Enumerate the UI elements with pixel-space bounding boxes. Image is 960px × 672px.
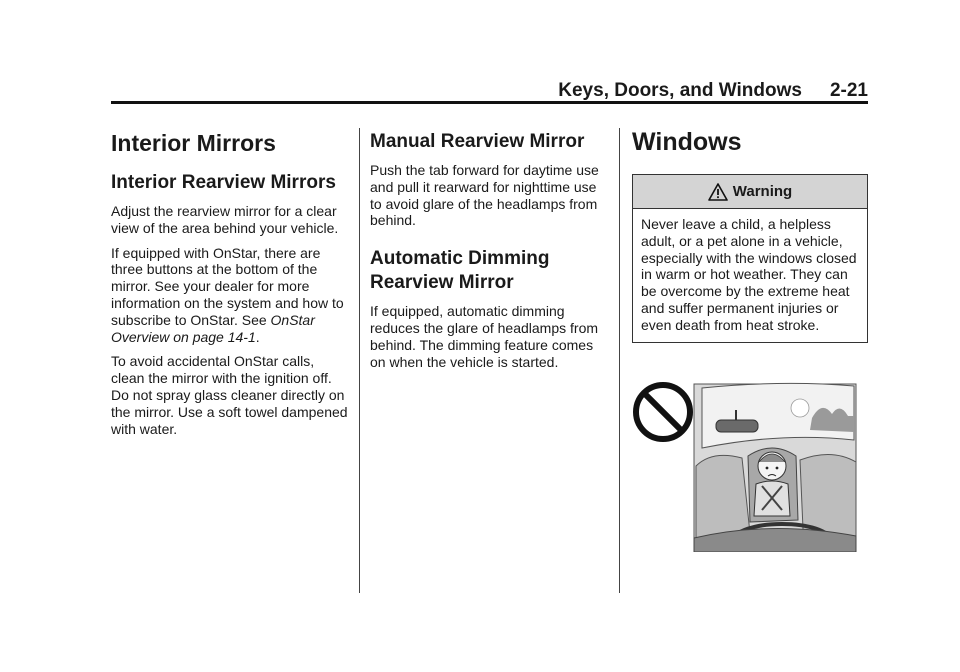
paragraph-manual: Push the tab forward for daytime use and pull it rearward for nighttime use to avoid glare of the headlamps from behind. <box>370 162 599 229</box>
column-2 <box>370 122 608 378</box>
paragraph-adjust: Adjust the rearview mirror for a clear view of the area behind your vehicle. <box>111 203 339 236</box>
warning-triangle-icon <box>708 183 728 201</box>
heading-manual-rearview-mirror: Manual Rearview Mirror <box>370 131 585 152</box>
warning-label: Warning <box>732 183 793 200</box>
paragraph-avoid-calls: To avoid accidental OnStar calls, clean the mirror with the ignition off. Do not spray glass cleaner directly on the mirror. Use a soft towel dampened with water. <box>111 353 348 437</box>
warning-text: Never leave a child, a helpless adult, or a pet alone in a vehicle, especially with the windows closed in warm or hot weather. They can be overcome by the extreme heat and suffer permanent injuries or even death from heat stroke. <box>641 216 857 333</box>
column-1 <box>111 122 349 445</box>
no-symbol-icon <box>631 380 695 444</box>
page-header <box>111 80 868 102</box>
column-divider-1 <box>359 128 360 593</box>
paragraph-automatic: If equipped, automatic dimming reduces the glare of headlamps from behind. The dimming feature comes on when the vehicle is started. <box>370 303 599 370</box>
warning-box <box>632 174 868 343</box>
page-number: 2-21 <box>829 80 868 101</box>
warning-header <box>633 175 867 209</box>
column-3 <box>632 122 868 343</box>
heading-windows: Windows <box>632 128 742 156</box>
heading-interior-rearview-mirrors: Interior Rearview Mirrors <box>111 172 336 193</box>
onstar-overview-link[interactable]: OnStar Overview on page 14-1 <box>111 311 315 345</box>
warning-body <box>633 209 867 342</box>
section-title: Keys, Doors, and Windows <box>558 80 802 101</box>
heading-automatic-dimming: Automatic Dimming Rearview Mirror <box>370 248 550 294</box>
paragraph-onstar: If equipped with OnStar, there are three buttons at the bottom of the mirror. See your dealer for more information on the system and how to subscribe to OnStar. See OnStar Overview on page 14-1. <box>111 244 344 345</box>
header-rule <box>111 101 868 104</box>
column-divider-2 <box>619 128 620 593</box>
heading-interior-mirrors: Interior Mirrors <box>111 130 276 156</box>
